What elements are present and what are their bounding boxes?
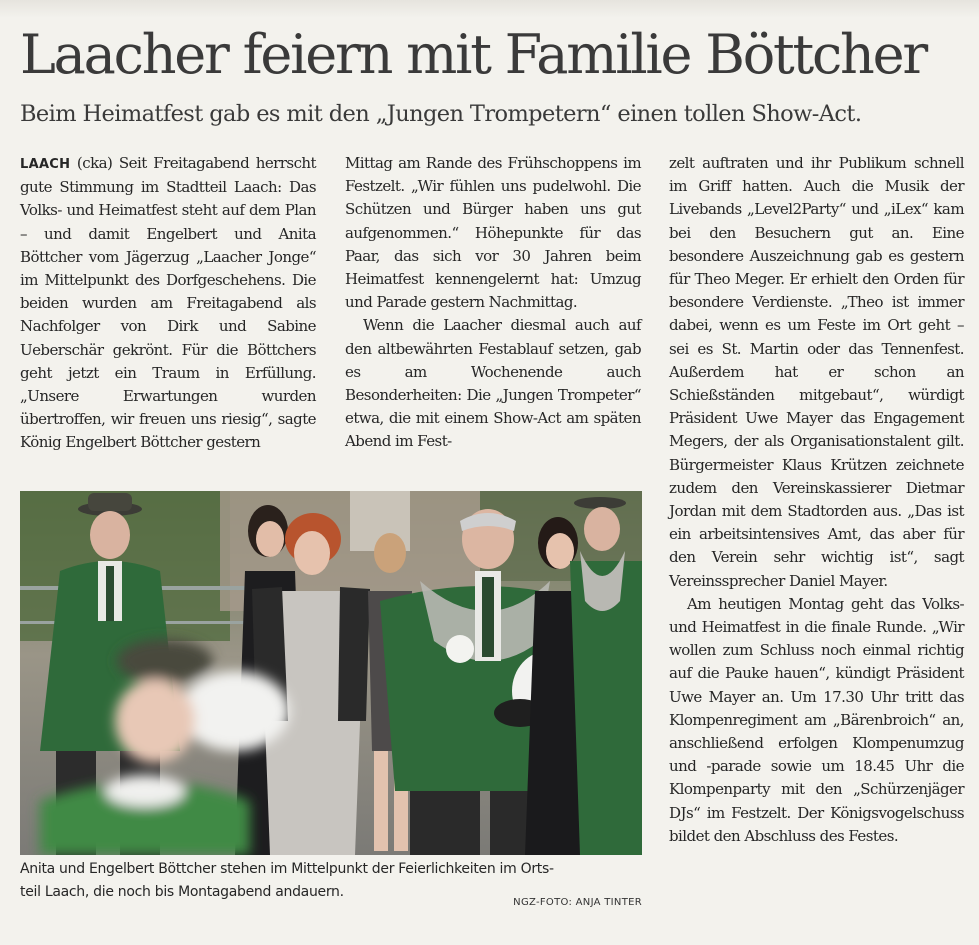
paragraph: Am heutigen Montag geht das Volks- und Heimatfest in die finale Runde. „Wir wollen zum Schluss noch einmal richtig auf die Pauke hauen“, kündigt Präsident Uwe Mayer an. Um 17.30 Uhr tritt das Klompenregiment am „Bärenbroich“ an, anschließend erfolgen Klompenumzug und -parade sowie um 18.45 Uhr die Klompenparty mit den „Schürzenjäger DJs“ im Festzelt. Der Königsvogelschuss bildet den Abschluss des Festes. <box>669 594 964 845</box>
photo-credit: NGZ-FOTO: ANJA TINTER <box>513 897 642 908</box>
paragraph: Mittag am Rande des Frühschoppens im Festzelt. „Wir fühlen uns pudelwohl. Die Schützen und Bürger haben uns gut aufgenommen.“ Höhepunkte für das Paar, das sich vor 30 Jahren beim Heimatfest kennengelernt hat: Umzug und Parade gestern Nachmittag. <box>345 154 641 312</box>
article-column-1 <box>20 152 316 455</box>
paragraph <box>20 152 316 455</box>
headline: Laacher feiern mit Familie Böttcher <box>20 23 926 86</box>
article-column-3 <box>669 152 964 848</box>
caption-line: Anita und Engelbert Böttcher stehen im Mittelpunkt der Feierlichkeiten im Orts- <box>20 861 554 877</box>
paragraph: Wenn die Laacher diesmal auch auf den altbewährten Festablauf setzen, gab es am Wochenende auch Besonderheiten: Die „Jungen Trompeter“ etwa, die mit einem Show-Act am späten Abend im Fest- <box>345 316 641 451</box>
paragraph-text: (cka) Seit Freitagabend herrscht gute Stimmung im Stadtteil Laach: Das Volks- und Heimatfest steht auf dem Plan – und damit Engelbert und Anita Böttcher vom Jägerzug „Laacher Jonge“ im Mittelpunkt des Dorfgeschehens. Die beiden wurden am Freitagabend als Nachfolger von Dirk und Sabine Ueberschär gekrönt. Für die Böttchers geht jetzt ein Traum in Erfüllung. „Unsere Erwartungen wurden übertroffen, wir freuen uns riesig“, sagte König Engelbert Böttcher gestern <box>20 154 317 452</box>
paragraph: zelt auftraten und ihr Publikum schnell im Griff hatten. Auch die Musik der Livebands „Level2Party“ und „iLex“ kam bei den Besuchern gut an. Eine besondere Auszeichnung gab es gestern für Theo Meger. Er erhielt den Orden für besondere Verdienste. „Theo ist immer dabei, wenn es um Feste im Ort geht – sei es St. Martin oder das Tennenfest. Außerdem hat er schon an Schießständen mitgebaut“, würdigt Präsident Uwe Mayer das Engagement Megers, der als Organisationstalent gilt. Bürgermeister Klaus Krützen zeichnete zudem den Vereinskassierer Dietmar Jordan mit dem Stadtorden aus. „Das ist ein arbeitsintensives Amt, das aber für den Verein sehr wichtig ist“, sagt Vereinssprecher Daniel Mayer. <box>669 154 964 590</box>
article-column-2 <box>345 152 641 454</box>
article-photo <box>20 491 642 855</box>
previous-page-bleed <box>0 0 979 18</box>
dateline: LAACH <box>20 157 71 172</box>
subheadline: Beim Heimatfest gab es mit den „Jungen Trompetern“ einen tollen Show-Act. <box>20 101 862 127</box>
parade-photo-illustration <box>20 491 642 855</box>
caption-line: teil Laach, die noch bis Montagabend andauern. <box>20 884 344 900</box>
